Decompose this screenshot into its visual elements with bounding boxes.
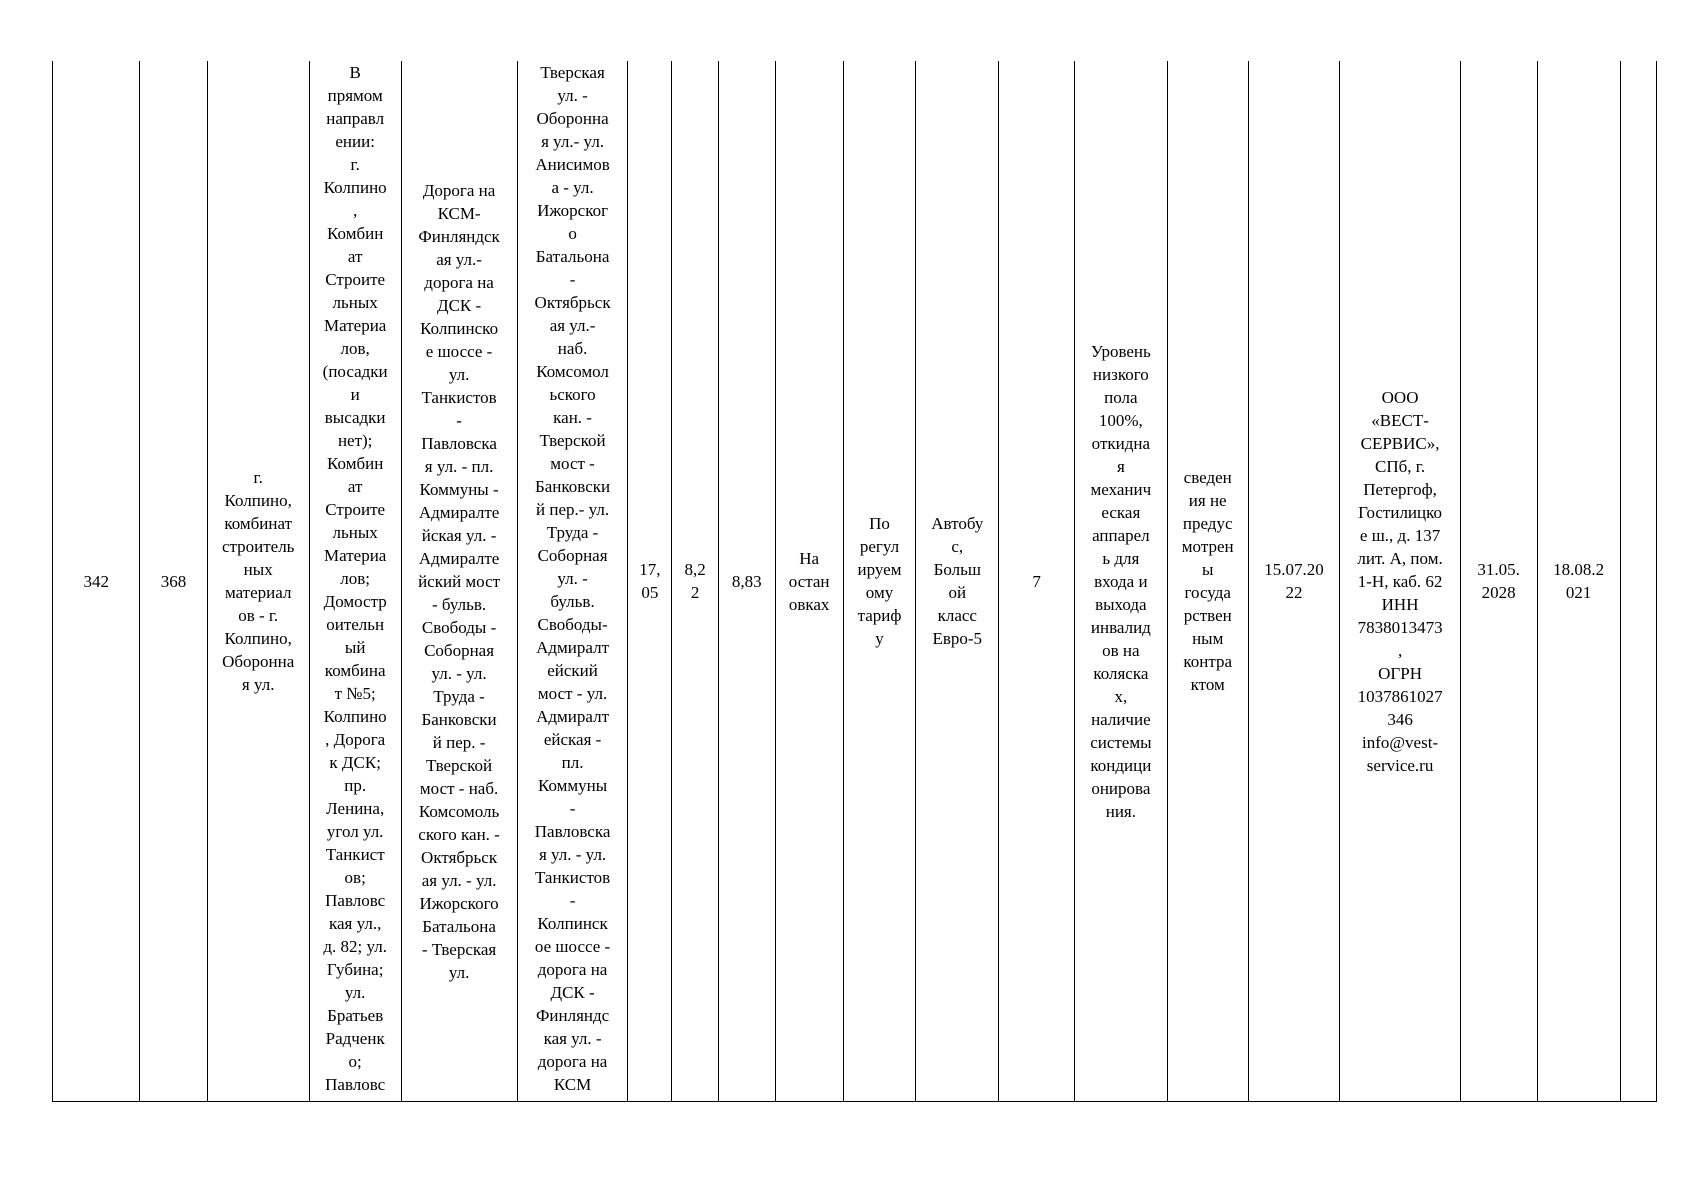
route-name: г. Колпино, комбинат строитель ных материал ов - г. Колпино, Оборонна я ул. [221, 468, 295, 694]
vehicle-count: 7 [1032, 571, 1041, 591]
route-number-cell [140, 61, 207, 1102]
contract-info: сведен ия не предус мотрен ы госуда рствен ным контра ктом [1181, 468, 1234, 694]
vehicle-type: Автобу с, Больш ой класс Евро-5 [931, 514, 984, 648]
table-row [53, 61, 1657, 1102]
route-number: 368 [160, 571, 187, 591]
carrier-cell [1340, 61, 1460, 1102]
streets-backward-cell [517, 61, 628, 1102]
end-date: 31.05. 2028 [1477, 560, 1520, 602]
tariff-type: По регул ируем ому тариф у [857, 514, 902, 648]
start-date: 15.07.20 22 [1264, 560, 1324, 602]
start-date-cell [1248, 61, 1340, 1102]
other-date-cell [1537, 61, 1620, 1102]
stops-list: В прямом направл ении: г. Колпино , Комбин ат Строите льных Материа лов, (посадки и высадки нет); Комбин ат Строите льных Материа лов; Домостр оительн ый комбина т №5; Колпино , Дорога к ДСК; пр. Ленина, угол ул. Танкист ов; Павловс кая ул., д. 82; ул. Губина; ул. Братьев Радченк о; Павловс [322, 63, 388, 1094]
boarding-order-cell [775, 61, 843, 1102]
extra-cell [1620, 61, 1656, 1102]
contract-info-cell [1167, 61, 1248, 1102]
other-date: 18.08.2 021 [1553, 560, 1605, 602]
vehicle-characteristics: Уровень низкого пола 100%, откидна я механич еская аппарел ь для входа и выхода инвалид ов на коляска х, наличие системы кондици онирова ния. [1090, 341, 1152, 821]
streets-forward-cell [401, 61, 517, 1102]
boarding-order: На остан овках [788, 548, 830, 614]
streets-forward: Дорога на КСМ- Финляндск ая ул.- дорога на ДСК - Колпинско е шоссе - ул. Танкистов - Павловска я ул. - пл. Коммуны - Адмиралте йская ул. - Адмиралте йский мост - бульв. Свободы - Соборная ул. - ул. Труда - Банковски й пер. - Тверской мост - наб. Комсомоль ского кан. - Октябрьск ая ул. - ул. Ижорского Батальона - Тверская ул. [418, 180, 501, 982]
length-total-cell [719, 61, 775, 1102]
route-name-cell [207, 61, 309, 1102]
carrier-info: ООО «ВЕСТ- СЕРВИС», СПб, г. Петергоф, Гостилицко е ш., д. 137 лит. А, пом. 1-Н, каб. 62 ИНН 7838013473 , ОГРН 1037861027 346 info@vest- service.ru [1357, 387, 1443, 775]
length-forward-cell [628, 61, 672, 1102]
streets-backward: Тверская ул. - Оборонна я ул.- ул. Анисимов а - ул. Ижорског о Батальона - Октябрьск ая ул.- наб. Комсомол ьского кан. - Тверской мост - Банковски й пер.- ул. Труда - Соборная ул. - бульв. Свободы- Адмиралт ейский мост - ул. Адмиралт ейская - пл. Коммуны - Павловска я ул. - ул. Танкистов - Колпинск ое шоссе - дорога на ДСК - Финляндс кая ул. - дорога на КСМ [534, 63, 611, 1094]
length-backward-cell [672, 61, 719, 1102]
route-registry-table [52, 61, 1657, 1102]
vehicle-cell [916, 61, 999, 1102]
vehicle-count-cell [999, 61, 1075, 1102]
stops-cell [309, 61, 401, 1102]
vehicle-characteristics-cell [1075, 61, 1168, 1102]
end-date-cell [1460, 61, 1537, 1102]
registration-number-cell [53, 61, 140, 1102]
length-backward: 8,2 2 [684, 560, 706, 602]
tariff-cell [843, 61, 915, 1102]
registration-number: 342 [83, 571, 109, 591]
length-forward: 17, 05 [639, 560, 661, 602]
length-total: 8,83 [731, 571, 762, 591]
